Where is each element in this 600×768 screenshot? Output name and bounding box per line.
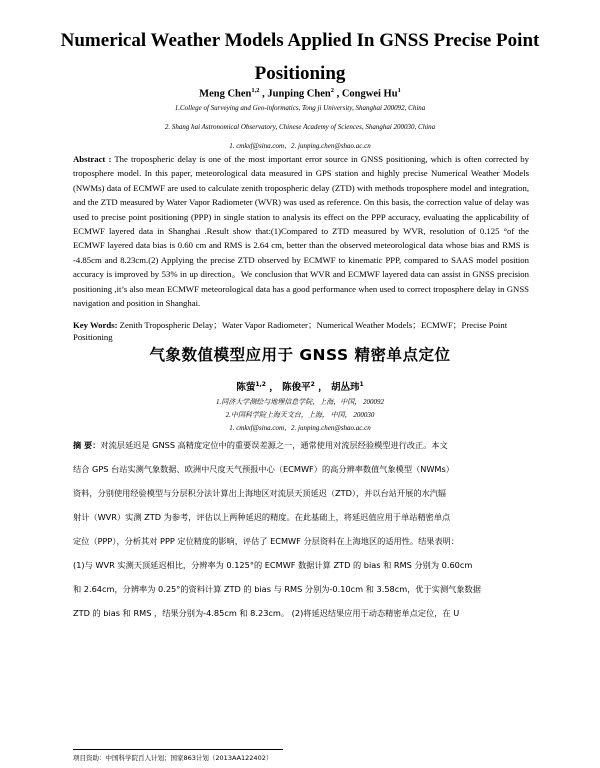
author-name-cn: 胡丛玮 [330,382,360,393]
abstract-label: Abstract : [73,154,112,164]
author-affiliation-mark: 1 [397,87,401,94]
author-affiliation-mark: 1,2 [251,87,260,94]
author-emails-cn: 1. cmkxf@sina.com、2. junping.chen@shao.ac.cn [229,424,371,432]
abstract-cn-line: ZTD 的 bias 和 RMS ，结果分别为-4.85cm 和 8.23cm。 (2)将延迟结果应用于动态精密单点定位，在 U [73,608,460,618]
keywords-en [73,319,529,343]
affiliation-1: 1.College of Surveying and Geo-informatics, Tong ji University, Shanghai 200092, China [174,104,426,112]
author-affiliation-mark: 2 [330,87,334,94]
abstract-cn [73,433,529,625]
abstract-cn-label: 摘 要： [73,440,101,450]
author-affiliation-mark: 1 [359,380,364,388]
author-name: Congwei Hu [341,88,398,100]
author-affiliation-mark: 2 [310,380,315,388]
author-name-cn: 陈萤 [236,382,256,393]
keywords-label: Key Words: [73,320,118,330]
abstract-cn-line: 和 2.64cm，分辨率为 0.25°的资料计算 ZTD 的 bias 与 RMS 分别为-0.10cm 和 3.58cm，优于实测气象数据 [73,584,481,594]
authors-cn: 陈萤$^{1,2}$ ， 陈俊平$^2$ ， 胡丛玮$^1$ [236,380,364,393]
author-emails-en: 1. cmkxf@sina.com、2. junping.chen@shao.ac.cn [229,142,371,150]
affiliation-cn-1: 1.同济大学测绘与地理信息学院，上海，中国， 200092 [216,398,384,406]
abstract-text: The tropospheric delay is one of the most important error source in GNSS positioning, which is often corrected by troposphere model. In this paper, meteorological data measured in GPS station and highly precise Numerical Weather Models (NWMs) data of ECMWF are used to calculate zenith tropospheric delay (ZTD) with methods troposphere model and integration, and the ZTD measured by Water Vapor Radiometer (WVR) was used as reference. On this basis, the correction value of delay was used to precise point positioning (PPP) in single station to analysis its effect on the PPP accuracy, evaluating the applicability of ECMWF layered data in Shanghai .Result show that:(1)Compared to ZTD measured by WVR, resolution of 0.125 °of the ECMWF layered data bias is 0.60 cm and RMS is 2.64 cm, better than the observed meteorological data whose bias and RMS is -4.85cm and 8.23cm.(2) Applying the precise ZTD observed by ECMWF to kinematic PPP, compared to SAAS model position accuracy is improved by 53% in up direction。We conclusion that WVR and ECMWF layered data can assist in GNSS precision positioning ,it’s also mean ECMWF meteorological data has a good performance when used to correct troposphere delay in GNSS navigation and position in Shanghai. [73,154,529,309]
affiliation-2: 2. Shang hai Astronomical Observatory, Chinese Academy of Sciences, Shanghai 200030, China [164,123,436,131]
abstract-cn-line: 射计（WVR）实测 ZTD 为参考，评估以上两种延迟的精度。在此基础上，将延迟值应用于单站精密单点 [73,512,451,522]
abstract-cn-line: 资料，分别使用经验模型与分层积分法计算出上海地区对流层天顶延迟（ZTD），并以台站开展的水汽辐 [73,488,447,498]
abstract-cn-line: (1)与 WVR 实测天顶延迟相比，分辨率为 0.125°的 ECMWF 数据计算 ZTD 的 bias 和 RMS 分别为 0.60cm [73,560,473,570]
affiliation-cn-2: 2.中国科学院上海天文台，上海， 中国， 200030 [225,411,375,419]
author-affiliation-mark: 1,2 [255,380,266,388]
author-name: Junping Chen [267,88,331,100]
footnote-divider [73,749,283,750]
abstract-cn-line: 定位（PPP），分析其对 PPP 定位精度的影响，评估了 ECMWF 分层资料在上海地区的适用性。结果表明： [73,536,460,546]
abstract-en [73,152,529,310]
paper-title-cn: 气象数值模型应用于 GNSS 精密单点定位 [149,346,451,364]
author-name: Meng Chen [199,88,252,100]
footnote: 项目资助：中国科学院百人计划；国家863计划（2013AA122402） [73,754,273,762]
abstract-cn-line: 结合 GPS 台站实测气象数据、欧洲中尺度天气预报中心（ECMWF）的高分辨率数值气象模型（NWMs） [73,464,454,474]
author-name-cn: 陈俊平 [282,382,311,393]
authors-en: Meng Chen$^{1,2}$ , Junping Chen$^2$ , Congwei Hu$^1$ [199,87,401,100]
abstract-cn-line: 摘 要：对流层延迟是 GNSS 高精度定位中的重要误差源之一，通常使用对流层经验模型进行改正。本文 [73,440,448,450]
paper-title-en: Numerical Weather Models Applied In GNSS Precise Point Positioning [60,30,540,84]
keywords-text: Zenith Tropospheric Delay；Water Vapor Radiometer；Numerical Weather Models；ECMWF；Precise Point Positioning [73,320,508,342]
